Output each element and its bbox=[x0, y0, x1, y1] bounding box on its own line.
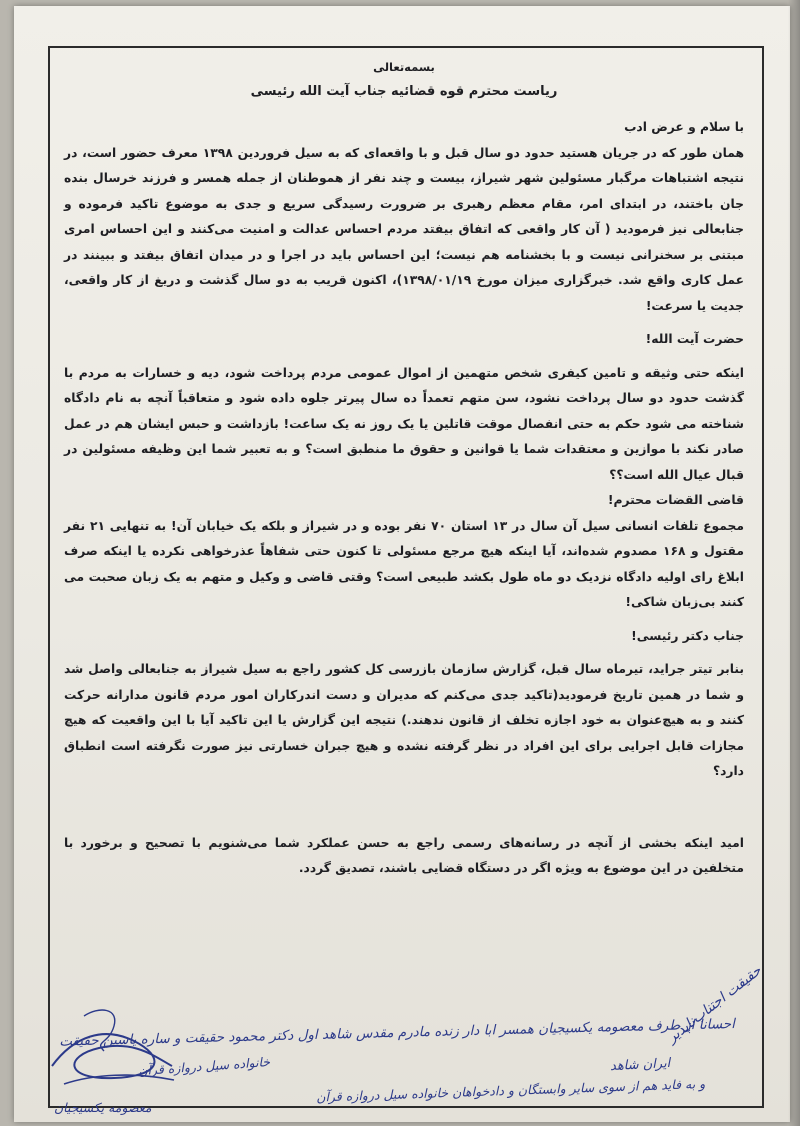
signature-name: معصومه یکسیجیان bbox=[54, 1100, 152, 1115]
salutation-chief-justice: قاضی القضات محترم! bbox=[607, 493, 744, 507]
letter-body bbox=[64, 60, 744, 882]
paragraph-1: همان طور که در جریان هستید حدود دو سال قبل و با واقعه‌ای که به سیل فروردین ۱۳۹۸ معرف حضور است، در نتیجه اشتباهات مرگبار مسئولین شهر شیراز، بیست و چند نفر از هموطنان از جمله همسر و فرزند خرسال بنده جان باختند، در ابتدای امر، مقام معظم رهبری بر ضرورت رسیدگی سریع و جدی به موضوع تاکید فرموده و جنابعالی نیز فرمودید ( آن کار واقعی که اتفاق بیفتد مردم احساس عدالت و امنیت می‌کنند و این احساس امری مبتنی بر سخنرانی نیست و با بخشنامه هم نیست؛ این احساس باید در اجرا و در میدان اتفاق بیفتد و ببینند در عمل کاری واقع شد. خبرگزاری میزان مورخ ۱۳۹۸/۰۱/۱۹)، اکنون قریب به دو سال گذشت و دریغ از کار واقعی، جدیت یا سرعت! bbox=[64, 145, 744, 313]
salutation-dr-raisi: جناب دکتر رئیسی! bbox=[631, 628, 744, 643]
handwritten-line-3: و به فاید هم از سوی سایر وابستگان و دادخواهان خانواده سیل دروازه قرآن bbox=[315, 1076, 706, 1105]
paragraph-2: اینکه حتی وثیقه و تامین کیفری شخص متهمین از اموال عمومی مردم پرداخت شود، دیه و خسارات به مردم با گذشت حدود دو سال پرداخت نشود، سن متهم تعمداً ده سال پیرتر جلوه داده شود و متعاقباً آنچه به نام دادگاه شناخته می شود حکم به حتی انفصال موقت قاتلین یا یک روز نه یک ساعت! بازداشت و حبس ایشان هم در عمل صادر نکند با موازین و معتقدات شما یا قوانین و حقوق ما منطبق است؟ و به تعبیر شما این وظیفه مسئولین در قبال عیال الله است؟؟ bbox=[64, 365, 744, 482]
handwritten-line-4: ایران شاهد bbox=[609, 1056, 671, 1075]
scanned-letter bbox=[14, 6, 790, 1122]
bismillah-header: بسمه‌تعالی bbox=[373, 60, 435, 74]
salutation-ayatollah: حضرت آیت الله! bbox=[645, 332, 744, 346]
handwritten-line-2: خانواده سیل دروازه قرآن bbox=[137, 1054, 271, 1079]
handwritten-margin-note: حقیقت اجتناب‌ناپذیر bbox=[664, 962, 765, 1046]
scan-edge-shadow bbox=[788, 0, 800, 1126]
handwritten-line-1: احسانا از طرف معصومه یکسیجیان همسر ابا دار زنده مادرم مقدس شاهد اول دکتر محمود حقیقت و ساره یاسین حقیقت bbox=[59, 1016, 736, 1050]
signature-scribble-icon bbox=[44, 996, 184, 1096]
recipient-line: ریاست محترم قوه قضائیه جناب آیت الله رئیسی bbox=[250, 84, 558, 99]
greeting-line: با سلام و عرض ادب bbox=[624, 120, 744, 134]
closing-paragraph: امید اینکه بخشی از آنچه در رسانه‌های رسمی راجع به حسن عملکرد شما می‌شنویم با تصحیح و برخورد با متخلفین در این موضوع به ویژه اگر در دستگاه قضایی باشند، تصدیق گردد. bbox=[64, 835, 744, 875]
paragraph-3: مجموع تلفات انسانی سیل آن سال در ۱۳ استان ۷۰ نفر بوده و در شیراز و بلکه یک خیابان آن! به تنهایی ۲۱ نفر مقتول و ۱۶۸ مصدوم شده‌اند، آیا اینکه هیچ مرجع مسئولی تا کنون حتی شفاهاً عذرخواهی نکرده یا اینکه صرف ابلاغ رای اولیه دادگاه نزدیک دو ماه طول بکشد طبیعی است؟ وقتی قاضی و وکیل و متهم به یک زبان صحبت می کنند بی‌زبان شاکی! bbox=[64, 518, 744, 609]
paragraph-4: بنابر تیتر جراید، تیرماه سال قبل، گزارش سازمان بازرسی کل کشور راجع به سیل شیراز به جنابعالی واصل شد و شما در همین تاریخ فرمودید(تاکید جدی می‌کنم که مدیران و دست اندرکاران امور مردم قانون مدارانه حرکت کنند و به هیچ‌عنوان به خود اجازه تخلف از قانون ندهند.) نتیجه این گزارش یا این تاکید آیا با این واقعیت که هیچ مجازات قابل اجرایی برای این افراد در نظر گرفته نشده و هیچ جبران خسارتی نیز صورت نگرفته است انطباق دارد؟ bbox=[64, 662, 744, 778]
